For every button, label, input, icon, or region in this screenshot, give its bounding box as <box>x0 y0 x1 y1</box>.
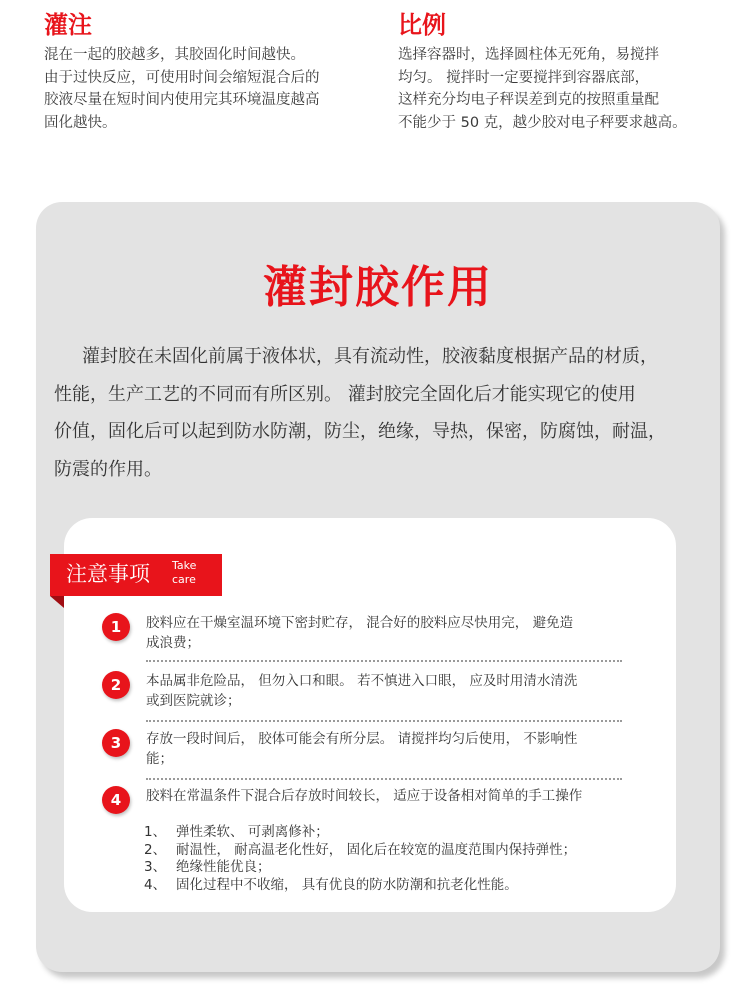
function-title: 灌封胶作用 <box>263 262 493 313</box>
function-card <box>36 202 720 972</box>
ratio-line: 这样充分均电子秤误差到克的按照重量配 <box>398 92 659 108</box>
notice-title-en-2: care <box>172 573 196 586</box>
pour-line: 胶液尽量在短时间内使用完其环境温度越高 <box>44 92 320 108</box>
dotted-divider <box>146 660 622 662</box>
function-line: 灌封胶在未固化前属于液体状，具有流动性，胶液黏度根据产品的材质， <box>82 346 658 367</box>
ratio-section <box>398 8 738 134</box>
notice-title-en-1: Take <box>172 559 197 572</box>
notice-item-text <box>146 786 626 806</box>
number-badge: 1 <box>102 613 130 641</box>
feature-text: 固化过程中不收缩， 具有优良的防水防潮和抗老化性能。 <box>176 876 518 893</box>
pour-section <box>44 8 374 134</box>
function-line: 防震的作用。 <box>54 458 162 480</box>
notice-item-line: 能； <box>146 751 173 767</box>
notice-item-line: 成浪费； <box>146 635 200 651</box>
notice-title: 注意事项 <box>66 562 150 586</box>
dotted-divider <box>146 720 622 722</box>
feature-item <box>144 877 644 895</box>
pour-text <box>44 44 374 134</box>
ratio-title: 比例 <box>398 11 446 39</box>
notice-item-line: 胶料在常温条件下混合后存放时间较长， 适应于设备相对简单的手工操作 <box>146 788 583 804</box>
notice-item-line: 存放一段时间后， 胶体可能会有所分层。 请搅拌均匀后使用， 不影响性 <box>146 731 578 747</box>
notice-item-line: 胶料应在干燥室温环境下密封贮存， 混合好的胶料应尽快用完， 避免造 <box>146 615 574 631</box>
feature-text: 弹性柔软、 可剥离修补； <box>176 824 329 840</box>
pour-title: 灌注 <box>44 11 92 39</box>
number-badge: 2 <box>102 671 130 699</box>
ratio-line: 选择容器时，选择圆柱体无死角，易搅拌 <box>398 47 659 63</box>
feature-text: 耐温性， 耐高温老化性好， 固化后在较宽的温度范围内保持弹性； <box>176 841 577 858</box>
pour-line: 由于过快反应，可使用时间会缩短混合后的 <box>44 69 320 86</box>
notice-ribbon <box>50 554 222 596</box>
feature-text: 绝缘性能优良； <box>176 859 271 875</box>
function-line: 价值，固化后可以起到防水防潮，防尘，绝缘，导热，保密，防腐蚀，耐温， <box>54 421 666 442</box>
feature-list <box>144 824 644 894</box>
notice-item-text <box>146 729 626 769</box>
feature-number: 2、 <box>144 841 167 858</box>
ratio-line: 均匀。 搅拌时一定要搅拌到容器底部， <box>398 69 650 86</box>
feature-item <box>144 842 644 860</box>
dotted-divider <box>146 778 622 780</box>
function-text <box>54 338 704 488</box>
number-badge: 4 <box>102 786 130 814</box>
ratio-text <box>398 44 738 134</box>
ribbon-fold-shape <box>50 596 64 608</box>
function-line: 性能，生产工艺的不同而有所区别。 灌封胶完全固化后才能实现它的使用 <box>54 383 636 405</box>
notice-panel <box>64 518 676 912</box>
pour-line: 固化越快。 <box>44 114 117 131</box>
feature-number: 3、 <box>144 859 167 875</box>
notice-item-line: 本品属非危险品， 但勿入口和眼。 若不慎进入口眼， 应及时用清水清洗 <box>146 673 578 689</box>
notice-item-text <box>146 671 626 711</box>
notice-item-line: 或到医院就诊； <box>146 693 241 709</box>
feature-number: 1、 <box>144 824 167 840</box>
notice-title-en <box>172 559 196 587</box>
notice-item-text <box>146 613 626 653</box>
feature-item <box>144 824 644 842</box>
number-badge: 3 <box>102 729 130 757</box>
feature-number: 4、 <box>144 876 167 893</box>
ratio-line: 不能少于 50 克，越少胶对电子秤要求越高。 <box>398 114 687 131</box>
feature-item <box>144 859 644 877</box>
pour-line: 混在一起的胶越多，其胶固化时间越快。 <box>44 47 305 63</box>
